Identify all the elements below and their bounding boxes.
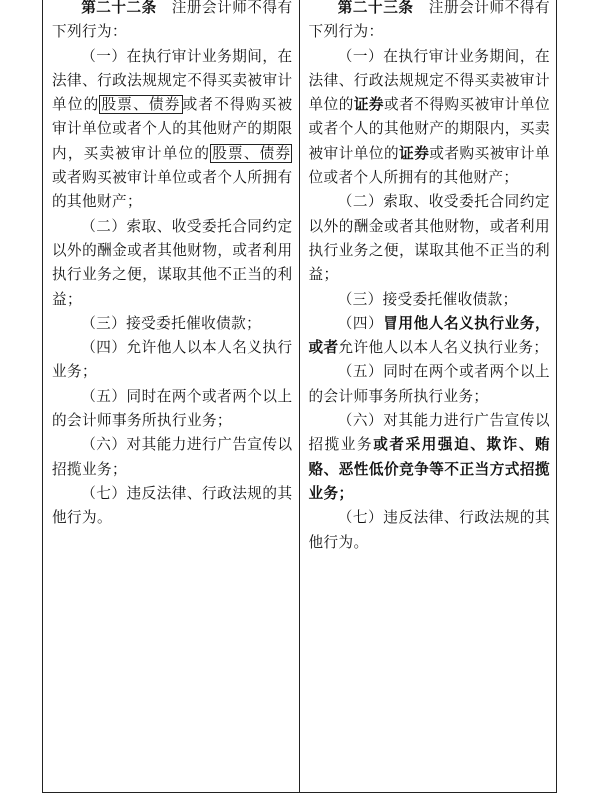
right-item-2: （二）索取、收受委托合同约定以外的酬金或者其他财物，或者利用执行业务之便，谋取其他不正当的利益； [308, 193, 550, 284]
right-item-1-bold-2: 证券 [399, 144, 430, 162]
left-article-title: 第二十二条 [81, 0, 157, 16]
left-item-1 [52, 45, 293, 215]
right-item-7: （七）违反法律、行政法规的其他行为。 [308, 509, 550, 551]
right-item-6-text: （六）对其能力进行广告宣传以招揽业务 [308, 412, 550, 454]
left-item-6: （六）对其能力进行广告宣传以招揽业务； [52, 436, 293, 478]
left-item-5: （五）同时在两个或者两个以上的会计师事务所执行业务； [52, 387, 293, 430]
right-item-5: （五）同时在两个或者两个以上的会计师事务所执行业务； [308, 363, 550, 405]
right-item-1-text-b: 或者不得购买被审计单位或者个人的其他财产的期限内，买卖被审计单位的 [308, 96, 550, 162]
right-item-6-bold: 或者采用强迫、欺诈、贿赂、恶性低价竞争等不正当方式招揽业务； [308, 436, 550, 502]
right-item-4-rest: 允许他人以本人名义执行业务； [338, 339, 549, 357]
right-article-title: 第二十三条 [337, 0, 414, 16]
right-column [300, 0, 557, 792]
left-item-3: （三）接受委托催收债款； [81, 314, 262, 332]
right-item-1 [309, 45, 551, 191]
left-item-1-boxed-1: 股票、债券 [101, 96, 181, 114]
right-item-6 [309, 409, 551, 506]
left-column [43, 0, 300, 792]
left-item-1-text-b: 或者不得购买被审计单位或者个人的其他财产的期限内，买卖被审计单位的 [52, 96, 293, 162]
left-item-1-text-a: （一）在执行审计业务期间，在法律、行政法规规定不得买卖被审计单位的 [52, 47, 293, 114]
right-item-4-number: （四） [337, 314, 384, 332]
left-article-intro [52, 0, 293, 45]
right-item-1-text-c: 或者购买被审计单位或者个人所拥有的其他财产； [308, 144, 550, 187]
right-intro-text: 注册会计师不得有下列行为： [308, 0, 550, 41]
right-item-3: （三）接受委托催收债款； [337, 290, 518, 308]
right-item-4 [309, 312, 551, 361]
left-item-1-boxed-2: 股票、债券 [212, 144, 291, 162]
left-item-1-text-c: 或者购买被审计单位或者个人所拥有的其他财产； [52, 169, 293, 211]
left-item-4: （四）允许他人以本人名义执行业务； [52, 339, 293, 381]
left-item-7: （七）违反法律、行政法规的其他行为。 [52, 484, 293, 527]
left-item-2: （二）索取、收受委托合同约定以外的酬金或者其他财物，或者利用执行业务之便，谋取其他不正当的利益； [52, 217, 293, 308]
right-item-1-text-a: （一）在执行审计业务期间，在法律、行政法规规定不得买卖被审计单位的 [308, 47, 550, 114]
right-item-4-bold: 冒用他人名义执行业务，或者 [308, 314, 551, 357]
right-article-intro [309, 0, 551, 45]
left-intro-text: 注册会计师不得有下列行为： [52, 0, 293, 41]
right-item-1-bold-1: 证券 [353, 96, 385, 114]
comparison-table [42, 0, 557, 793]
